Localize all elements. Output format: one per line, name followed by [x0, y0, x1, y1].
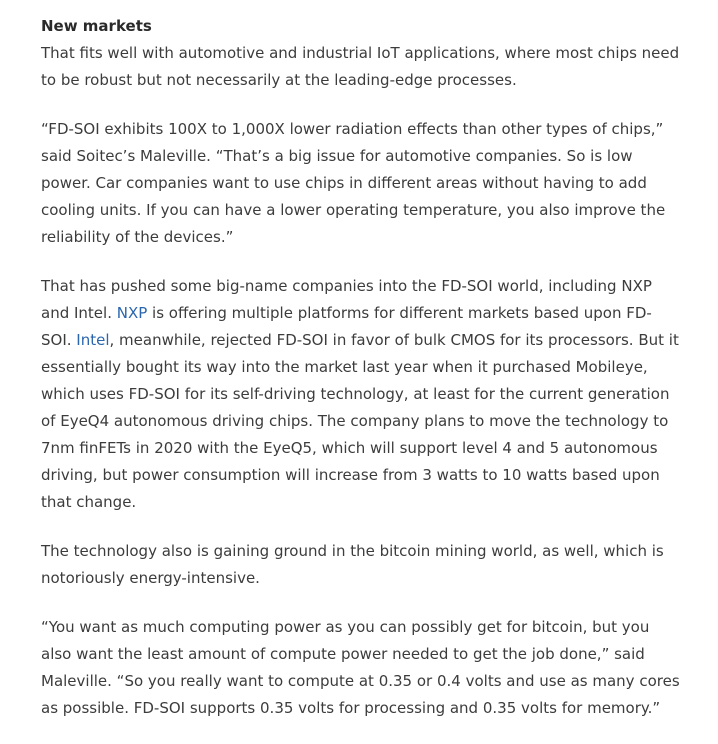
paragraph-1: That fits well with automotive and industrial IoT applications, where most chips need to be robust but not necessarily at the leading-edge processes. — [41, 44, 680, 89]
nxp-link[interactable]: NXP — [116, 304, 148, 322]
intel-link[interactable]: Intel — [76, 331, 110, 349]
paragraph-3-text-c: , meanwhile, rejected FD-SOI in favor of bulk CMOS for its processors. But it essentially bought its way into the market last year when it purchased Mobileye, which uses FD-SOI for its self-driving technology, at least for the current generation of EyeQ4 autonomous driving chips. The company plans to move the technology to 7nm finFETs in 2020 with the EyeQ5, which will support level 4 and 5 autonomous driving, but power consumption will increase from 3 watts to 10 watts based upon that change. — [41, 331, 679, 511]
paragraph-2: “FD-SOI exhibits 100X to 1,000X lower radiation effects than other types of chips,” said Soitec’s Maleville. “That’s a big issue for automotive companies. So is low power. Car companies want to use chips in different areas without having to add cooling units. If you can have a lower operating temperature, you also improve the reliability of the devices.” — [41, 120, 666, 246]
paragraph-5: “You want as much computing power as you can possibly get for bitcoin, but you also want the least amount of compute power needed to get the job done,” said Maleville. “So you really want to compute at 0.35 or 0.4 volts and use as many cores as possible. FD-SOI supports 0.35 volts for processing and 0.35 volts for memory.” — [41, 618, 680, 717]
paragraph-4: The technology also is gaining ground in the bitcoin mining world, as well, which is notoriously energy-intensive. — [41, 542, 664, 587]
section-heading: New markets — [41, 17, 152, 35]
paragraph-3 — [41, 273, 681, 516]
paragraph-3-text-a: That has pushed some big-name companies into the FD-SOI world, including NXP and Intel. — [41, 277, 652, 322]
paragraph-3-text-b: is offering multiple platforms for different markets based upon FD-SOI. — [41, 304, 652, 349]
article-body — [41, 13, 681, 744]
